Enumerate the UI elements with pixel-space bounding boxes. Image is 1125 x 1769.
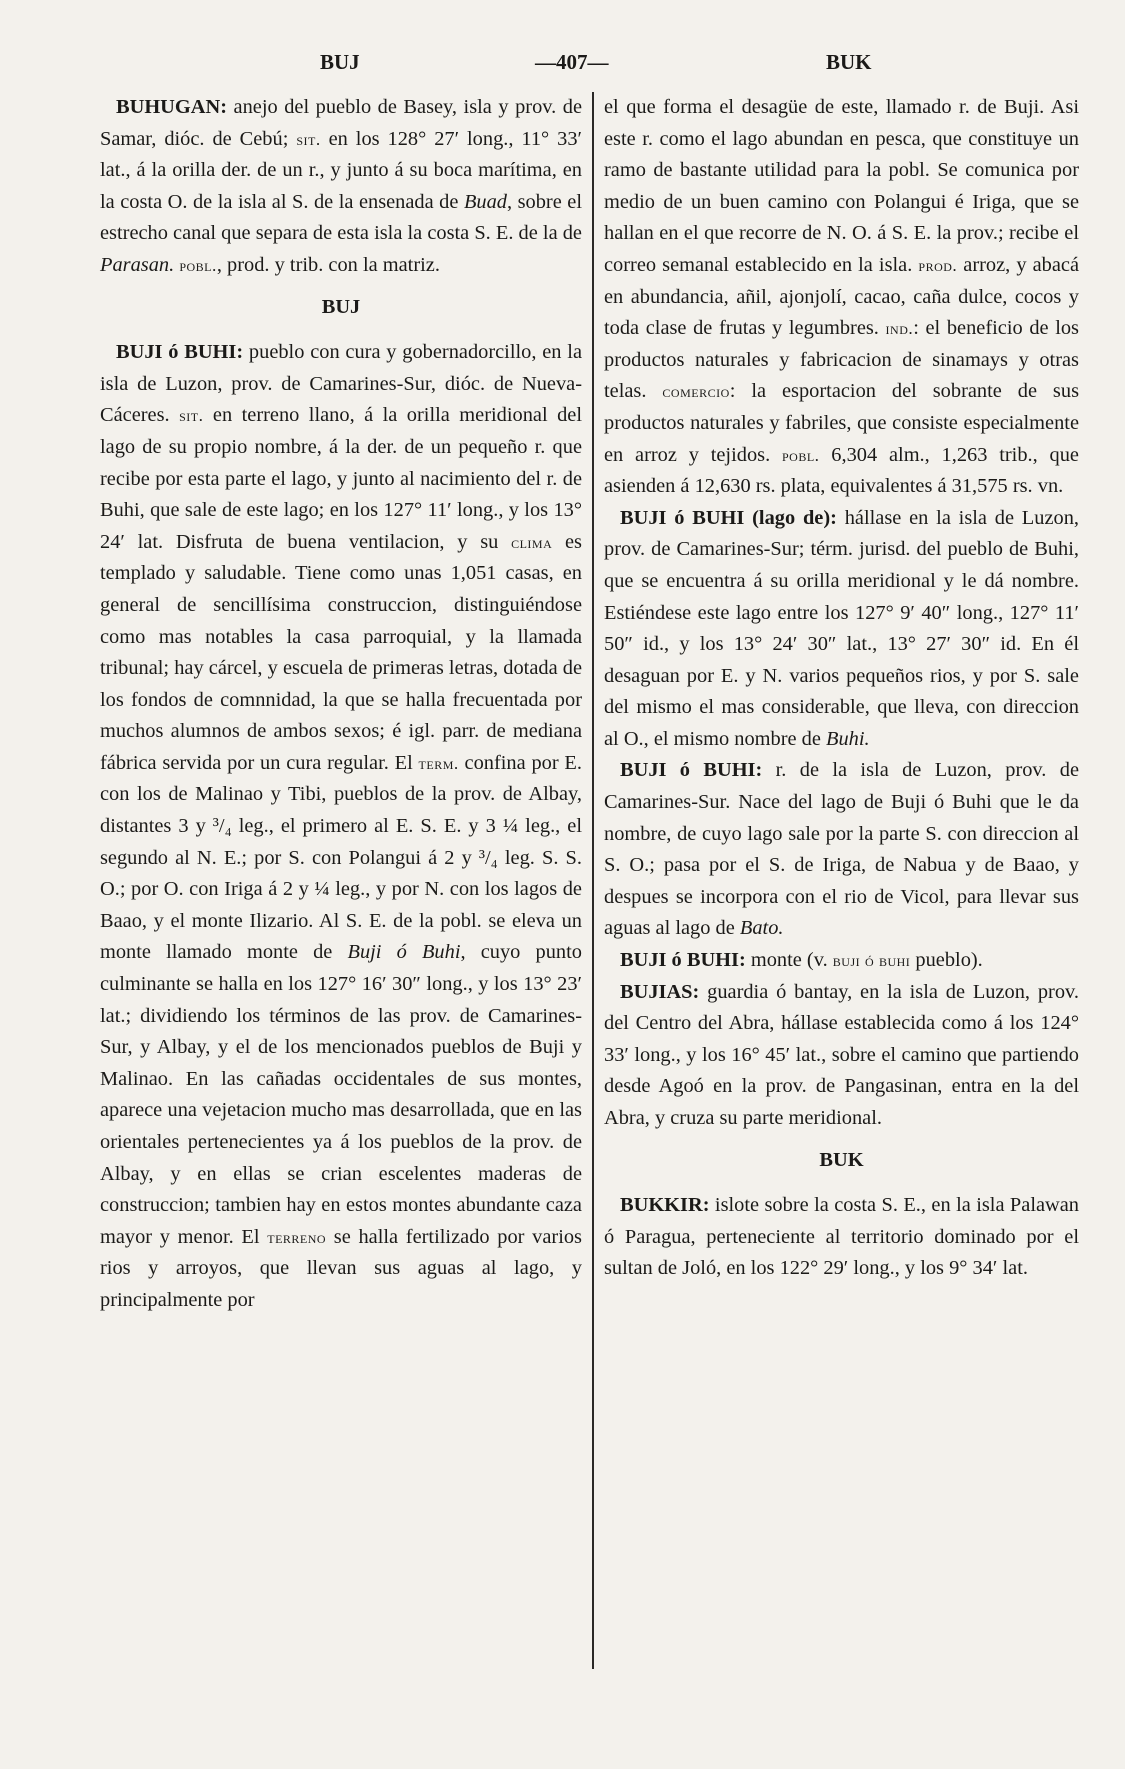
entry-headword: BUKKIR: [620, 1194, 710, 1217]
entry-bukkir: BUKKIR: islote sobre la costa S. E., en la isla Palawan ó Paragua, perteneciente al territorio dominado por el sultan de Joló, en los 122° 29′ long., y los 9° 34′ lat. [604, 1194, 1079, 1280]
entry-headword: BUJI ó BUHI (lago de): [620, 506, 837, 529]
page-number: —407— [535, 50, 609, 74]
page-header [0, 50, 1125, 84]
section-heading-buj: BUJ [321, 295, 361, 318]
entry-buji-pueblo: BUJI ó BUHI: pueblo con cura y gobernadorcillo, en la isla de Luzon, prov. de Camarines-Sur, dióc. de Nueva-Cáceres. sit. en terreno llano, á la orilla meridional del lago de su propio nombre, á la der. de un pequeño r. que recibe por esta parte el lago, y junto al nacimiento del r. de Buhi, que sale de este lago; en los 127° 11′ long., y los 13° 24′ lat. Disfruta de buena ventilacion, y su clima es templado y saludable. Tiene como unas 1,051 casas, en general de sencillísima construccion, distinguiéndose como mas notables la casa parroquial, y la llamada tribunal; hay cárcel, y escuela de primeras letras, dotada de los fondos de comnnidad, la que se halla frecuentada por muchos alumnos de ambos sexos; é igl. parr. de mediana fábrica servida por un cura regular. El term. confina por E. con los de Malinao y Tibi, pueblos de la prov. de Albay, distantes 3 y ³/₄ leg., el primero al E. S. E. y 3 ¼ leg., el segundo al N. E.; por S. con Polangui á 2 y ³/₄ leg. S. S. O.; por O. con Iriga á 2 y ¼ leg., y por N. con los lagos de Baao, y el monte Ilizario. Al S. E. de la pobl. se eleva un monte llamado monte de Buji ó Buhi, cuyo punto culminante se halla en los 127° 16′ 30″ long., y los 13° 23′ lat.; dividiendo los términos de las prov. de Camarines-Sur, y Albay, y el de los mencionados pueblos de Buji y Malinao. En las cañadas occidentales de sus montes, aparece una vejetacion mucho mas desarrollada, que en las orientales pertenecientes ya á los pueblos de la prov. de Albay, y en ellas se crian escelentes maderas de construccion; tambien hay en estos montes abundante caza mayor y menor. El terreno se halla fertilizado por varios rios y arroyos, que llevan sus aguas al lago, y principalmente por [100, 341, 582, 1311]
entry-buji-lago: BUJI ó BUHI (lago de): hállase en la isla de Luzon, prov. de Camarines-Sur; térm. jurisd. del pueblo de Buhi, que se encuentra á su orilla meridional y le dá nombre. Estiéndese este lago entre los 127° 9′ 40″ long., 127° 11′ 50″ id., y los 13° 24′ 30″ lat., 13° 27′ 30″ id. En él desaguan por E. y N. varios pequeños rios, y por S. sale del mismo el mas considerable, que lleva, con direccion al O., el mismo nombre de Buhi. [604, 506, 1079, 750]
entry-headword: BUJI ó BUHI: [116, 341, 244, 364]
header-left-guide-word: BUJ [320, 50, 360, 74]
entry-headword: BUJI ó BUHI: [620, 759, 763, 782]
right-column [604, 92, 1079, 1285]
entry-headword: BUJI ó BUHI: [620, 949, 746, 972]
entry-buji-monte: BUJI ó BUHI: monte (v. buji ó buhi pueblo). [620, 949, 983, 972]
entry-bujias: BUJIAS: guardia ó bantay, en la isla de Luzon, prov. del Centro del Abra, hállase establecida como á los 124° 33′ long., y los 16° 45′ lat., sobre el camino que partiendo desde Agoó en la prov. de Pangasinan, entra en la del Abra, y cruza su parte meridional. [604, 980, 1079, 1129]
section-heading-buk: BUK [819, 1148, 864, 1171]
entry-buhugan: BUHUGAN: anejo del pueblo de Basey, isla y prov. de Samar, dióc. de Cebú; sit. en los 128° 27′ long., 11° 33′ lat., á la orilla der. de un r., y junto á su boca marítima, en la costa O. de la isla al S. de la ensenada de Buad, sobre el estrecho canal que separa de esta isla la costa S. E. de la de Parasan. pobl., prod. y trib. con la matriz. [100, 96, 582, 276]
entry-buji-rio: BUJI ó BUHI: r. de la isla de Luzon, prov. de Camarines-Sur. Nace del lago de Buji ó Buhi que le da nombre, de cuyo lago sale por la parte S. con direccion al S. O.; pasa por el S. de Iriga, de Nabua y de Baao, y despues se incorpora con el rio de Vicol, para llevar sus aguas al lago de Bato. [604, 759, 1079, 940]
entry-headword: BUJIAS: [620, 980, 700, 1003]
entry-buji-continuation: el que forma el desagüe de este, llamado r. de Buji. Asi este r. como el lago abundan en pesca, que constituye un ramo de bastante utilidad para la pobl. Se comunica por medio de un buen camino con Polangui é Iriga, que se hallan en el que recorre de N. O. á S. E. la prov.; recibe el correo semanal establecido en la isla. prod. arroz, y abacá en abundancia, añil, ajonjolí, cacao, caña dulce, cocos y toda clase de frutas y legumbres. ind.: el beneficio de los productos naturales y fabricacion de sinamays y otras telas. comercio: la esportacion del sobrante de sus productos naturales y fabriles, que consiste especialmente en arroz y tejidos. pobl. 6,304 alm., 1,263 trib., que asienden á 12,630 rs. plata, equivalentes á 31,575 rs. vn. [604, 96, 1080, 498]
column-divider [592, 92, 594, 1669]
entry-headword: BUHUGAN: [116, 96, 228, 118]
left-column [100, 92, 582, 1317]
header-right-guide-word: BUK [826, 50, 872, 74]
